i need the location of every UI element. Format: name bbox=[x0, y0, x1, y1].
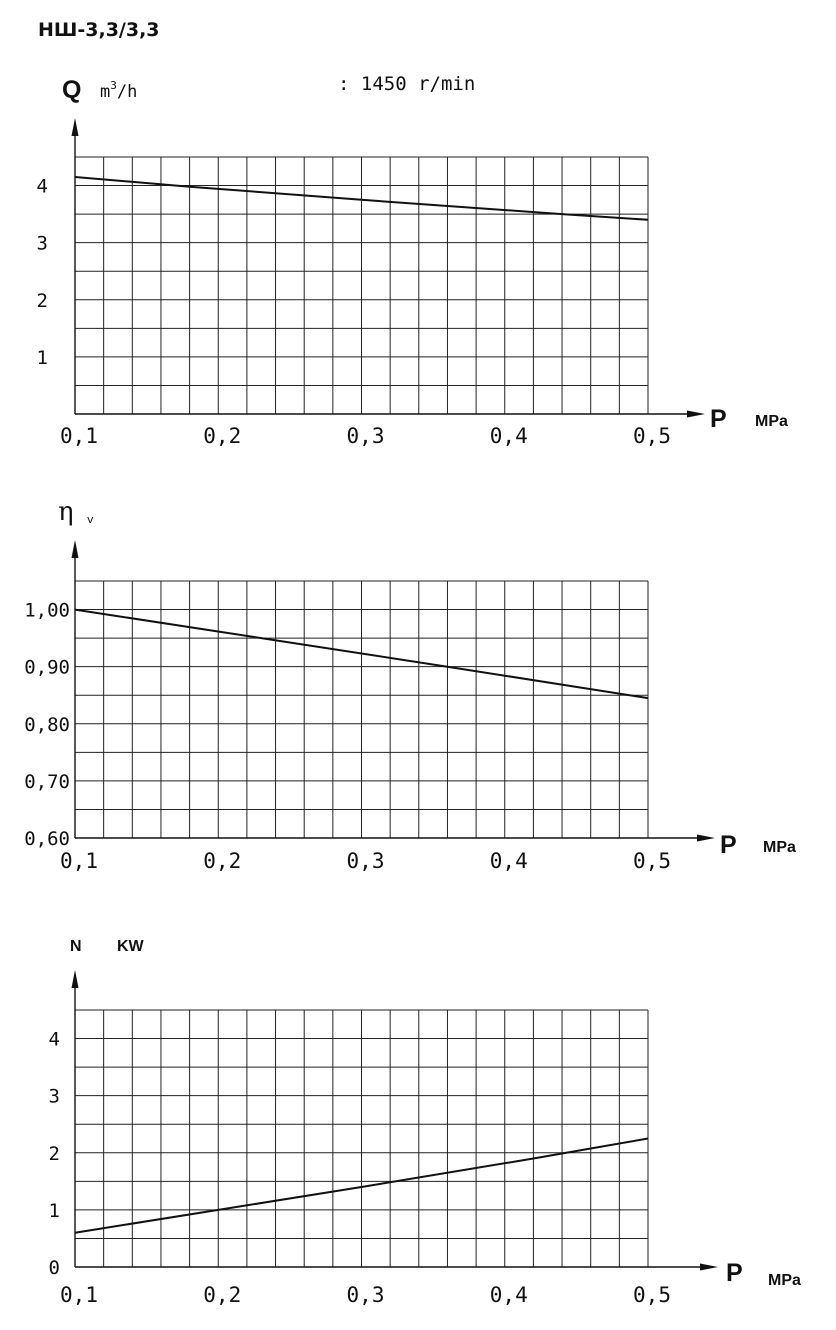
y-tick-label: 4 bbox=[36, 175, 48, 198]
x-tick-label: 0,5 bbox=[633, 1283, 671, 1307]
x-tick-label: 0,2 bbox=[203, 424, 242, 448]
y-tick-label: 1 bbox=[36, 346, 48, 369]
y-axis-arrow-icon bbox=[72, 540, 79, 558]
y-tick-label: 0 bbox=[48, 1257, 60, 1279]
y-axis-arrow-icon bbox=[72, 970, 79, 988]
x-axis-symbol: P bbox=[726, 1259, 743, 1287]
x-tick-label: 0,3 bbox=[346, 424, 385, 448]
y-axis-unit: KW bbox=[117, 938, 144, 955]
power-chart bbox=[49, 938, 801, 1307]
y-axis-symbol: N bbox=[70, 938, 82, 955]
x-tick-label: 0,3 bbox=[346, 1283, 385, 1307]
x-tick-label: 0,3 bbox=[346, 849, 385, 873]
x-axis-arrow-icon bbox=[697, 835, 715, 842]
x-axis-arrow-icon bbox=[700, 1264, 718, 1271]
x-tick-label: 0,4 bbox=[489, 1283, 528, 1307]
y-tick-label: 0,90 bbox=[24, 656, 70, 679]
y-axis-symbol: η bbox=[58, 497, 74, 527]
x-tick-label: 0,1 bbox=[60, 424, 98, 448]
x-axis-symbol: P bbox=[720, 831, 737, 859]
y-tick-label: 1 bbox=[48, 1199, 60, 1222]
x-tick-label: 0,5 bbox=[633, 424, 671, 448]
y-tick-label: 4 bbox=[48, 1028, 60, 1051]
x-axis-arrow-icon bbox=[687, 411, 705, 418]
y-tick-label: 2 bbox=[48, 1142, 60, 1165]
speed-note: : 1450 r/min bbox=[338, 73, 476, 95]
y-tick-label: 3 bbox=[48, 1085, 60, 1108]
page-title: НШ-3,3/3,3 bbox=[38, 19, 160, 41]
x-axis-unit: MPa bbox=[755, 413, 788, 430]
y-axis-subscript: v bbox=[87, 513, 94, 526]
y-axis-arrow-icon bbox=[72, 118, 79, 136]
x-tick-label: 0,4 bbox=[489, 424, 528, 448]
y-tick-label: 2 bbox=[36, 289, 48, 312]
x-tick-label: 0,2 bbox=[203, 1283, 242, 1307]
y-axis-unit: $m^3/h$ bbox=[100, 79, 138, 102]
y-tick-label: 0,60 bbox=[24, 828, 70, 850]
x-axis-unit: MPa bbox=[763, 839, 796, 856]
x-axis-unit: MPa bbox=[768, 1272, 801, 1289]
x-tick-label: 0,2 bbox=[203, 849, 242, 873]
y-tick-label: 3 bbox=[36, 232, 48, 255]
efficiency-chart bbox=[24, 497, 796, 873]
y-tick-label: 0,80 bbox=[24, 713, 70, 736]
y-tick-label: 0,70 bbox=[24, 770, 70, 793]
y-axis-symbol: Q bbox=[62, 76, 82, 104]
x-tick-label: 0,4 bbox=[489, 849, 528, 873]
x-tick-label: 0,1 bbox=[60, 849, 98, 873]
x-axis-symbol: P bbox=[710, 405, 727, 433]
y-tick-label: 1,00 bbox=[24, 599, 70, 622]
flow-chart bbox=[37, 73, 788, 448]
x-tick-label: 0,5 bbox=[633, 849, 671, 873]
x-tick-label: 0,1 bbox=[60, 1283, 98, 1307]
